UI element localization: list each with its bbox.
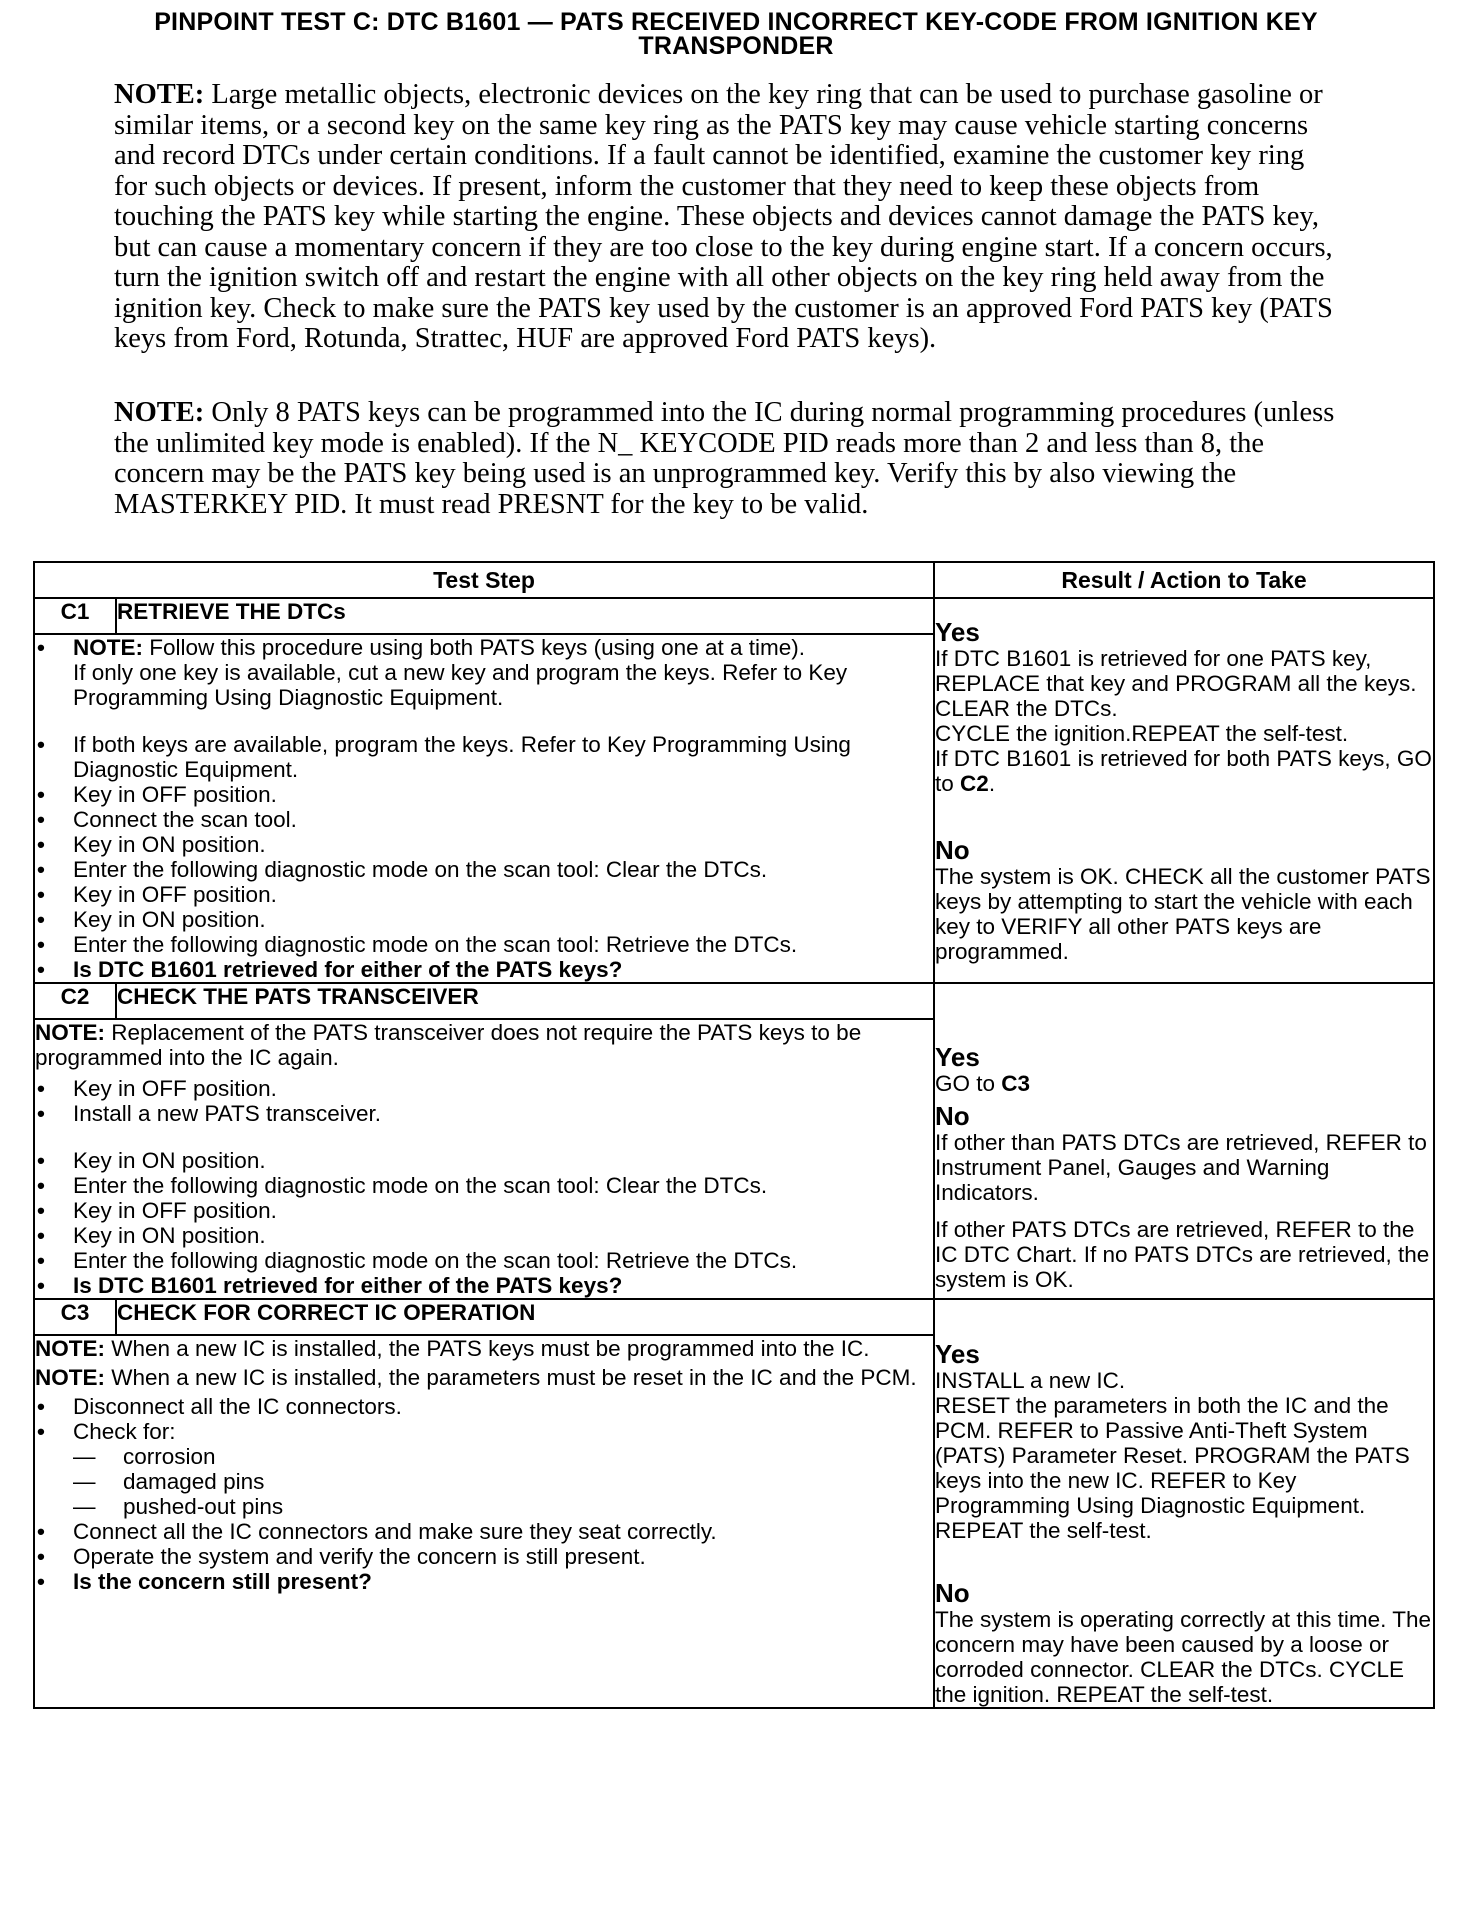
note-label: NOTE: bbox=[114, 79, 205, 110]
no-label: No bbox=[935, 834, 970, 865]
note-key-limit bbox=[114, 398, 1344, 520]
list-item bbox=[35, 635, 933, 660]
yes-line bbox=[935, 746, 1433, 796]
goto-step-link: C2 bbox=[960, 770, 989, 796]
list-item: • Enter the following diagnostic mode on the scan tool: Clear the DTCs. bbox=[35, 1173, 933, 1198]
yes-label: Yes bbox=[935, 1339, 980, 1369]
list-item: • Disconnect all the IC connectors. bbox=[35, 1394, 933, 1419]
step-question: • Is the concern still present? bbox=[35, 1569, 933, 1594]
note-text: Large metallic objects, electronic devices on the key ring that can be used to purchase gasoline or similar items, or a second key on the same key ring as the PATS key may cause vehicle starting concerns and record DTCs under certain conditions. If a fault cannot be identified, examine the customer key ring for such objects or devices. If present, inform the customer that they need to keep these objects from touching the PATS key while starting the engine. These objects and devices cannot damage the PATS key, but can cause a momentary concern if they are too close to the key during engine start. If a concern occurs, turn the ignition switch off and restart the engine with all other objects on the key ring held away from the ignition key. Check to make sure the PATS key used by the customer is an approved Ford PATS key (PATS keys from Ford, Rotunda, Strattec, HUF are approved Ford PATS keys). bbox=[114, 79, 1333, 354]
table-header-row bbox=[34, 562, 1434, 598]
yes-line: If DTC B1601 is retrieved for one PATS key, REPLACE that key and PROGRAM all the keys. bbox=[935, 645, 1417, 696]
step-c1-result bbox=[934, 598, 1434, 983]
header-test-step: Test Step bbox=[34, 562, 934, 598]
list-item: • Key in OFF position. bbox=[35, 882, 933, 907]
no-text: If other than PATS DTCs are retrieved, REFER to Instrument Panel, Gauges and Warning Indicators. bbox=[935, 1130, 1427, 1205]
step-c1-body bbox=[34, 634, 934, 983]
note-text: When a new IC is installed, the PATS keys must be programmed into the IC. bbox=[105, 1336, 870, 1361]
list-item: • Check for: bbox=[35, 1419, 933, 1444]
step-c3-result bbox=[934, 1299, 1434, 1708]
list-item: • If both keys are available, program the keys. Refer to Key Programming Using Diagnostic Equipment. bbox=[35, 732, 933, 782]
list-item: • Key in ON position. bbox=[35, 907, 933, 932]
step-question: • Is DTC B1601 retrieved for either of the PATS keys? bbox=[35, 957, 933, 982]
yes-line: RESET the parameters in both the IC and the PCM. REFER to Passive Anti-Theft System (PATS) Parameter Reset. PROGRAM the PATS keys into the new IC. REFER to Key Programming Using Diagnostic Equipment. bbox=[935, 1393, 1410, 1518]
check-item: — damaged pins bbox=[35, 1469, 933, 1494]
note-text: Replacement of the PATS transceiver does not require the PATS keys to be programmed into the IC again. bbox=[35, 1020, 862, 1070]
step-c3-body bbox=[34, 1335, 934, 1708]
list-item: • Key in OFF position. bbox=[35, 1198, 933, 1223]
step-c2-title-row bbox=[34, 983, 1434, 1019]
step-c1-title-row bbox=[34, 598, 1434, 634]
yes-label: Yes bbox=[935, 616, 980, 647]
list-item: • Key in OFF position. bbox=[35, 782, 933, 807]
yes-label: Yes bbox=[935, 1042, 980, 1072]
step-note bbox=[35, 1365, 933, 1390]
note-label: NOTE: bbox=[73, 635, 143, 660]
note-label: NOTE: bbox=[114, 397, 205, 428]
page-title bbox=[30, 10, 1442, 58]
step-id: C1 bbox=[34, 598, 116, 634]
list-item: • Key in ON position. bbox=[35, 1223, 933, 1248]
no-label: No bbox=[935, 1578, 970, 1608]
list-item: • Enter the following diagnostic mode on the scan tool: Retrieve the DTCs. bbox=[35, 932, 933, 957]
step-c3-title-row bbox=[34, 1299, 1434, 1335]
no-text: If other PATS DTCs are retrieved, REFER to the IC DTC Chart. If no PATS DTCs are retrieved, the system is OK. bbox=[935, 1217, 1430, 1292]
step-id: C2 bbox=[34, 983, 116, 1019]
yes-line: CLEAR the DTCs. bbox=[935, 695, 1118, 721]
note-label: NOTE: bbox=[35, 1020, 105, 1045]
goto-step-link: C3 bbox=[1001, 1071, 1031, 1096]
list-item: • Connect the scan tool. bbox=[35, 807, 933, 832]
yes-line: REPEAT the self-test. bbox=[935, 1518, 1152, 1543]
list-item: • Install a new PATS transceiver. bbox=[35, 1101, 933, 1126]
yes-line: INSTALL a new IC. bbox=[935, 1368, 1126, 1393]
title-line-2: TRANSPONDER bbox=[638, 32, 834, 60]
step-title: RETRIEVE THE DTCs bbox=[116, 598, 934, 634]
list-item: • Operate the system and verify the concern is still present. bbox=[35, 1544, 933, 1569]
pinpoint-test-table bbox=[33, 561, 1435, 1709]
list-item: • Key in ON position. bbox=[35, 1148, 933, 1173]
yes-goto-end: . bbox=[988, 770, 996, 796]
yes-goto-text: If DTC B1601 is retrieved for both PATS keys, GO to bbox=[935, 745, 1432, 796]
step-title: CHECK FOR CORRECT IC OPERATION bbox=[116, 1299, 934, 1335]
yes-line: CYCLE the ignition.REPEAT the self-test. bbox=[935, 720, 1349, 746]
no-text: The system is OK. CHECK all the customer PATS keys by attempting to start the vehicle with each key to VERIFY all other PATS keys are programmed. bbox=[935, 863, 1431, 964]
title-line-1: PINPOINT TEST C: DTC B1601 — PATS RECEIVED INCORRECT KEY-CODE FROM IGNITION KEY bbox=[154, 8, 1318, 36]
list-item: • Enter the following diagnostic mode on the scan tool: Retrieve the DTCs. bbox=[35, 1248, 933, 1273]
no-text: The system is operating correctly at this time. The concern may have been caused by a loose or corroded connector. CLEAR the DTCs. CYCLE the ignition. REPEAT the self-test. bbox=[935, 1607, 1432, 1707]
step-question: • Is DTC B1601 retrieved for either of the PATS keys? bbox=[35, 1273, 933, 1298]
list-item: • Connect all the IC connectors and make sure they seat correctly. bbox=[35, 1519, 933, 1544]
note-label: NOTE: bbox=[35, 1365, 105, 1390]
check-item: — pushed-out pins bbox=[35, 1494, 933, 1519]
step-note bbox=[35, 1020, 933, 1070]
list-item: • Key in OFF position. bbox=[35, 1076, 933, 1101]
step-c2-result bbox=[934, 983, 1434, 1299]
list-item: • Key in ON position. bbox=[35, 832, 933, 857]
no-label: No bbox=[935, 1101, 970, 1131]
step-note bbox=[35, 1336, 933, 1361]
note-subtext: If only one key is available, cut a new key and program the keys. Refer to Key Programming Using Diagnostic Equipment. bbox=[73, 660, 848, 710]
header-result-action: Result / Action to Take bbox=[934, 562, 1434, 598]
note-label: NOTE: bbox=[35, 1336, 105, 1361]
note-text: When a new IC is installed, the parameters must be reset in the IC and the PCM. bbox=[105, 1365, 917, 1390]
step-c2-body bbox=[34, 1019, 934, 1299]
step-title: CHECK THE PATS TRANSCEIVER bbox=[116, 983, 934, 1019]
check-item: — corrosion bbox=[35, 1444, 933, 1469]
yes-line bbox=[935, 1071, 1433, 1096]
note-metallic-objects bbox=[114, 80, 1344, 355]
list-item: • Enter the following diagnostic mode on the scan tool: Clear the DTCs. bbox=[35, 857, 933, 882]
step-id: C3 bbox=[34, 1299, 116, 1335]
note-text: Follow this procedure using both PATS keys (using one at a time). bbox=[143, 635, 805, 660]
note-text: Only 8 PATS keys can be programmed into the IC during normal programming procedures (unless the unlimited key mode is enabled). If the N_ KEYCODE PID reads more than 2 and less than 8, the concern may be the PATS key being used is an unprogrammed key. Verify this by also viewing the MASTERKEY PID. It must read PRESNT for the key to be valid. bbox=[114, 397, 1335, 520]
yes-goto-text: GO to bbox=[935, 1071, 1002, 1096]
